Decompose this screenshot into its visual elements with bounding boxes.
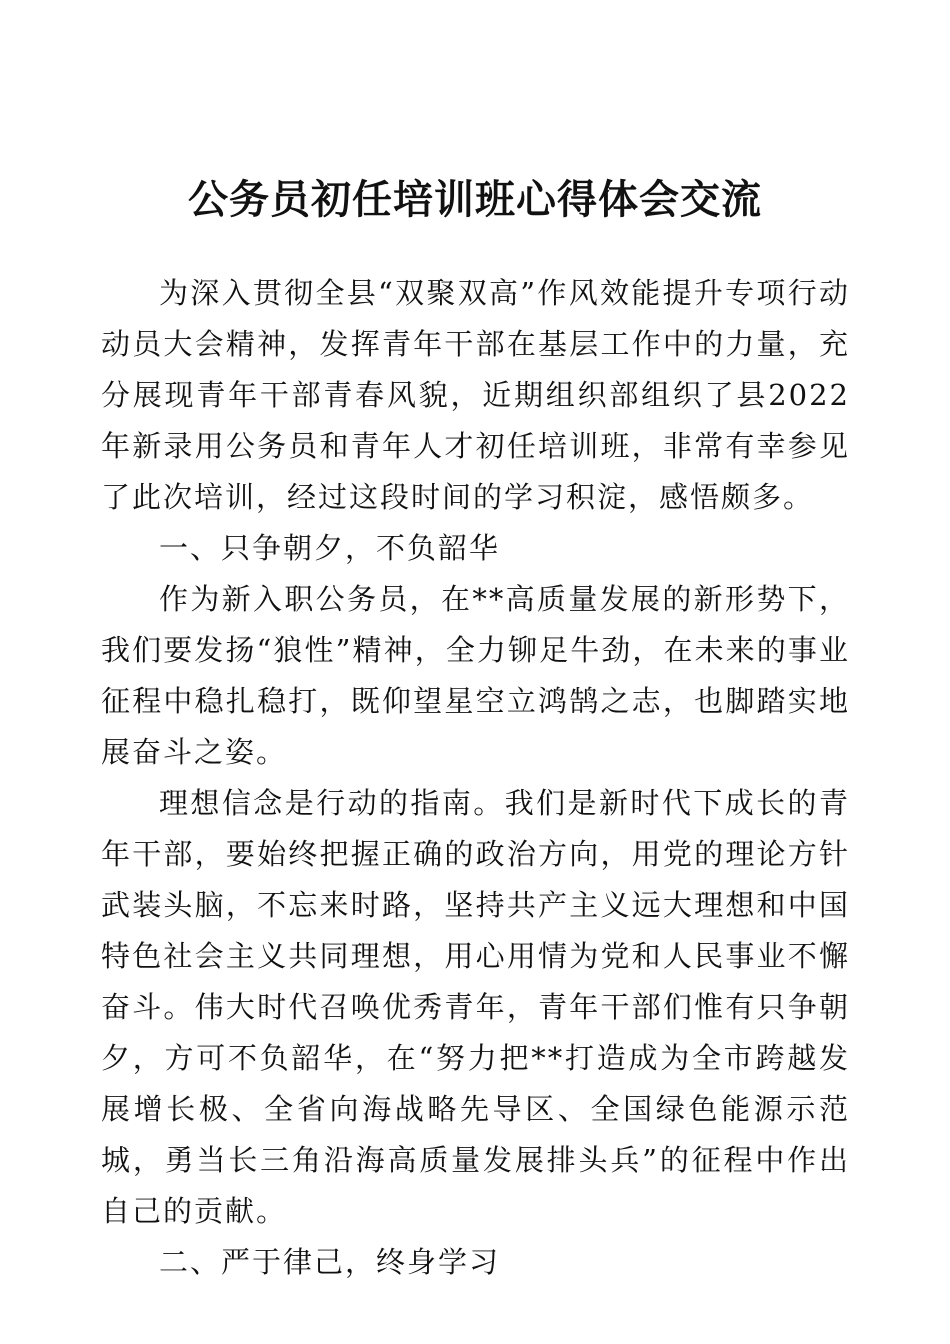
intro-paragraph: 为深入贯彻全县“双聚双高”作风效能提升专项行动动员大会精神，发挥青年干部在基层工作中的力量，充分展现青年干部青春风貌，近期组织部组织了县2022年新录用公务员和青年人才初任培训班，非常有幸参见了此次培训，经过这段时间的学习积淀，感悟颇多。 — [101, 276, 850, 514]
body-paragraph: 理想信念是行动的指南。我们是新时代下成长的青年干部，要始终把握正确的政治方向，用党的理论方针武装头脑，不忘来时路，坚持共产主义远大理想和中国特色社会主义共同理想，用心用情为党和人民事业不懈奋斗。伟大时代召唤优秀青年，青年干部们惟有只争朝夕，方可不负韶华，在“努力把**打造成为全市跨越发展增长极、全省向海战略先导区、全国绿色能源示范城，勇当长三角沿海高质量发展排头兵”的征程中作出自己的贡献。 — [101, 786, 850, 1228]
body-paragraph: 作为新入职公务员，在**高质量发展的新形势下，我们要发扬“狼性”精神，全力铆足牛劲，在未来的事业征程中稳扎稳打，既仰望星空立鸿鹄之志，也脚踏实地展奋斗之姿。 — [101, 582, 850, 769]
section-heading-1: 一、只争朝夕，不负韶华 — [159, 531, 501, 565]
document-title: 公务员初任培训班心得体会交流 — [188, 176, 762, 223]
section-heading-2: 二、严于律己，终身学习 — [159, 1245, 501, 1279]
document-body — [101, 268, 850, 1288]
